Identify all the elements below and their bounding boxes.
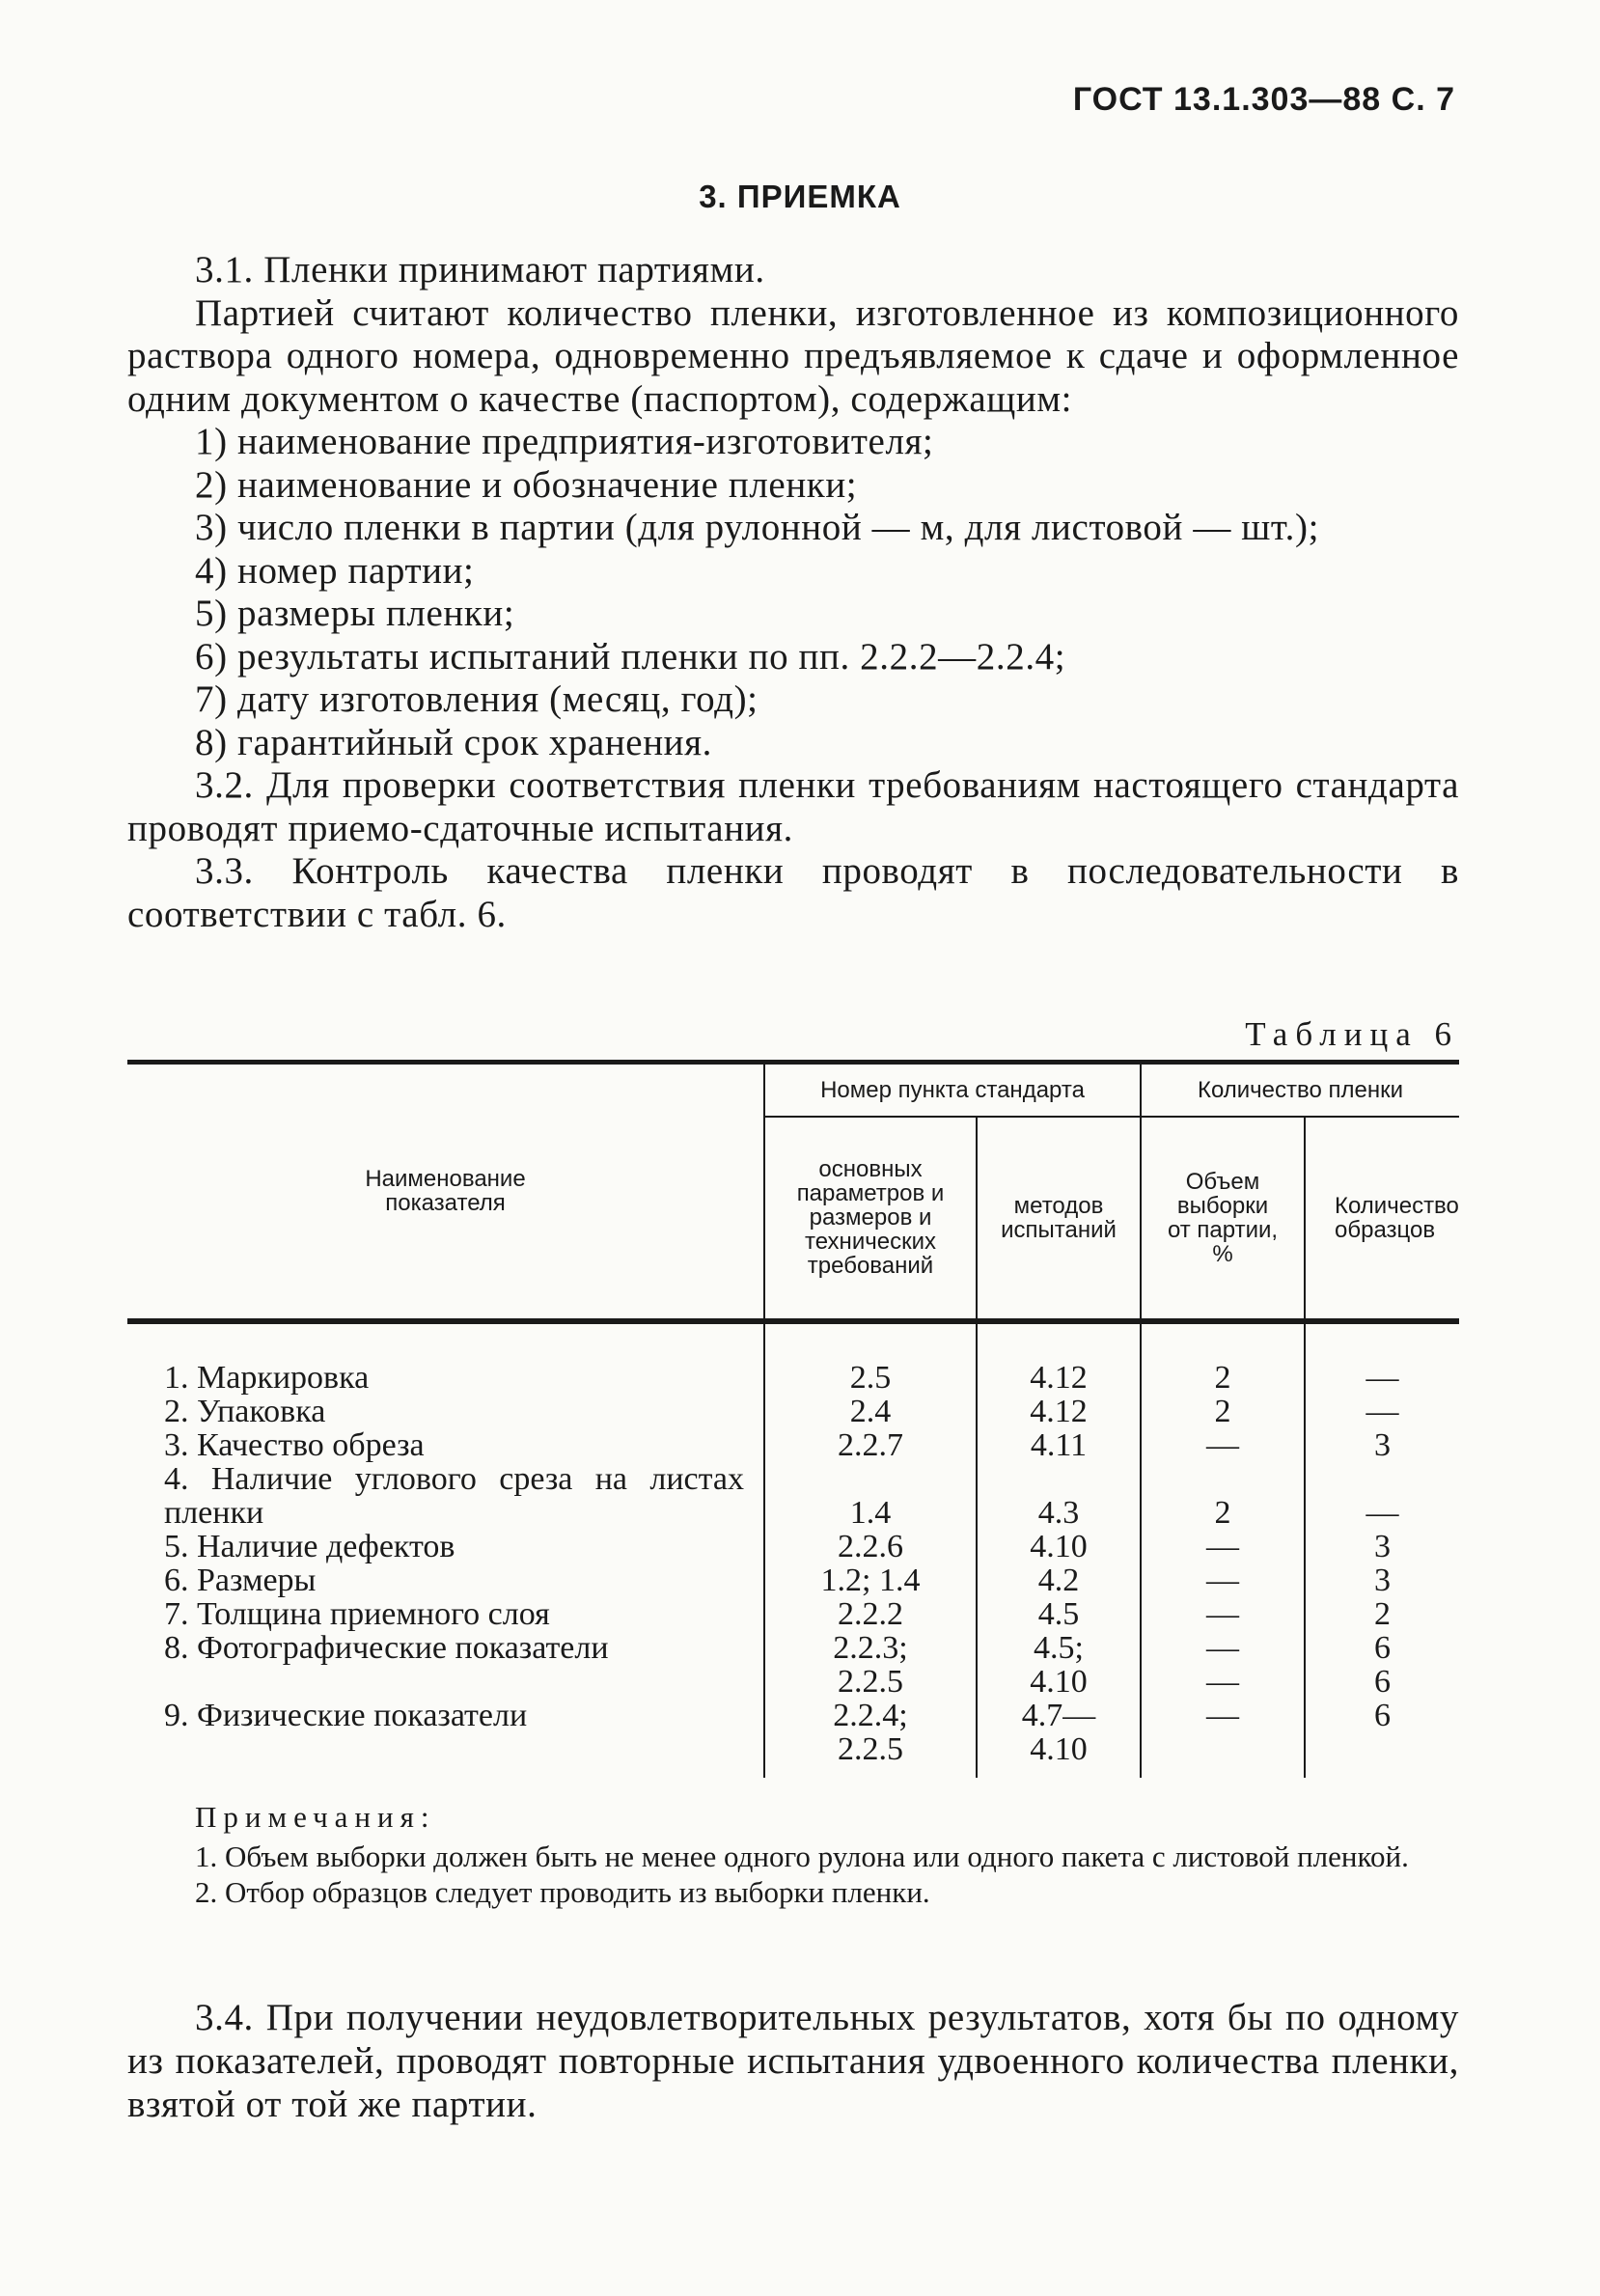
row-method: 4.11 xyxy=(977,1428,1141,1462)
table-row xyxy=(127,1699,1459,1732)
row-name xyxy=(127,1665,764,1699)
row-count: — xyxy=(1305,1462,1459,1530)
row-name xyxy=(127,1732,764,1778)
table-row xyxy=(127,1631,1459,1665)
row-volume: — xyxy=(1141,1428,1305,1462)
paragraph-3-1-body: Партией считают количество пленки, изготовленное из композиционного раствора одного номера, одновременно предъявляемое к сдаче и оформленное одним документом о качестве (паспортом), содержащим: xyxy=(127,291,1459,420)
row-name: 6. Размеры xyxy=(164,1562,317,1598)
row-count: — xyxy=(1305,1321,1459,1395)
paragraph-3-4-container xyxy=(127,1996,1459,2126)
body-text xyxy=(127,249,1459,936)
table-row xyxy=(127,1395,1459,1428)
row-param: 2.2.4; xyxy=(764,1699,977,1732)
notes xyxy=(127,1799,1459,1910)
table-row xyxy=(127,1428,1459,1462)
table-row xyxy=(127,1732,1459,1778)
row-count: 6 xyxy=(1305,1665,1459,1699)
row-volume: — xyxy=(1141,1563,1305,1597)
row-volume: — xyxy=(1141,1631,1305,1665)
row-name: 9. Физические показатели xyxy=(164,1697,528,1733)
header-group-standard: Номер пункта стандарта xyxy=(764,1063,1141,1117)
row-method: 4.5; xyxy=(977,1631,1141,1665)
list-item: 4) номер партии; xyxy=(195,549,475,592)
row-volume: — xyxy=(1141,1665,1305,1699)
paragraph-3-2: 3.2. Для проверки соответствия пленки требованиям настоящего стандарта проводят приемо-сдаточные испытания. xyxy=(127,764,1459,849)
table-row xyxy=(127,1665,1459,1699)
row-name: 1. Маркировка xyxy=(164,1359,370,1396)
row-param: 2.2.6 xyxy=(764,1530,977,1563)
header-params: основных параметров и размеров и технических требований xyxy=(764,1117,977,1321)
table-row xyxy=(127,1462,1459,1530)
row-method: 4.10 xyxy=(977,1665,1141,1699)
row-name: 5. Наличие дефектов xyxy=(164,1528,455,1564)
row-name: 2. Упаковка xyxy=(164,1393,326,1429)
row-count: 6 xyxy=(1305,1631,1459,1665)
list-item: 3) число пленки в партии (для рулонной — м, для листовой — шт.); xyxy=(195,507,1320,548)
row-param: 1.2; 1.4 xyxy=(764,1563,977,1597)
table-row xyxy=(127,1563,1459,1597)
row-param: 2.2.7 xyxy=(764,1428,977,1462)
paragraph-3-4: 3.4. При получении неудовлетворительных результатов, хотя бы по одному из показателей, проводят повторные испытания удвоенного количества пленки, взятой от той же партии. xyxy=(127,1997,1459,2125)
note-item: 2. Отбор образцов следует проводить из выборки пленки. xyxy=(195,1875,930,1909)
list-item: 5) размеры пленки; xyxy=(195,593,515,634)
row-count: 3 xyxy=(1305,1563,1459,1597)
row-param: 2.2.5 xyxy=(764,1732,977,1778)
table-row xyxy=(127,1530,1459,1563)
row-param: 1.4 xyxy=(764,1462,977,1530)
row-volume: — xyxy=(1141,1597,1305,1631)
list-item: 1) наименование предприятия-изготовителя; xyxy=(195,421,934,462)
row-method: 4.7— xyxy=(977,1699,1141,1732)
row-volume: 2 xyxy=(1141,1321,1305,1395)
list-item: 6) результаты испытаний пленки по пп. 2.2.2—2.2.4; xyxy=(195,635,1066,678)
row-name: 7. Толщина приемного слоя xyxy=(164,1595,550,1632)
row-name: 4. Наличие углового среза на листах пленки xyxy=(164,1460,744,1531)
section-title: 3. ПРИЕМКА xyxy=(699,179,901,214)
row-method: 4.12 xyxy=(977,1321,1141,1395)
row-method: 4.5 xyxy=(977,1597,1141,1631)
row-volume: 2 xyxy=(1141,1462,1305,1530)
row-volume: — xyxy=(1141,1530,1305,1563)
table-6 xyxy=(127,1060,1459,1778)
row-volume xyxy=(1141,1732,1305,1778)
row-name: 8. Фотографические показатели xyxy=(164,1629,609,1666)
row-method: 4.10 xyxy=(977,1530,1141,1563)
table-row xyxy=(127,1597,1459,1631)
notes-title: Примечания: xyxy=(195,1800,436,1834)
table-body xyxy=(127,1321,1459,1778)
row-param: 2.4 xyxy=(764,1395,977,1428)
header-sample-volume: Объем выборки от партии, % xyxy=(1141,1117,1305,1321)
header-specimens: Количество образцов xyxy=(1305,1117,1459,1321)
row-method: 4.12 xyxy=(977,1395,1141,1428)
row-param: 2.5 xyxy=(764,1321,977,1395)
table-caption: Таблица 6 xyxy=(1245,1015,1459,1053)
paragraph-3-1: 3.1. Пленки принимают партиями. xyxy=(195,249,765,290)
row-name: 3. Качество обреза xyxy=(164,1426,425,1463)
row-count: 2 xyxy=(1305,1597,1459,1631)
row-count: — xyxy=(1305,1395,1459,1428)
header-name: Наименование показателя xyxy=(127,1063,764,1321)
row-count xyxy=(1305,1732,1459,1778)
header-group-quantity: Количество пленки xyxy=(1141,1063,1459,1117)
page-header: ГОСТ 13.1.303—88 С. 7 xyxy=(1072,81,1455,118)
row-method: 4.2 xyxy=(977,1563,1141,1597)
table-row xyxy=(127,1321,1459,1395)
row-count: 3 xyxy=(1305,1530,1459,1563)
row-volume: 2 xyxy=(1141,1395,1305,1428)
note-item: 1. Объем выборки должен быть не менее одного рулона или одного пакета с листовой пленкой. xyxy=(195,1840,1409,1873)
row-method: 4.3 xyxy=(977,1462,1141,1530)
row-param: 2.2.5 xyxy=(764,1665,977,1699)
row-count: 3 xyxy=(1305,1428,1459,1462)
header-methods: методов испытаний xyxy=(977,1117,1141,1321)
row-count: 6 xyxy=(1305,1699,1459,1732)
row-volume: — xyxy=(1141,1699,1305,1732)
paragraph-3-3: 3.3. Контроль качества пленки проводят в последовательности в соответствии с табл. 6. xyxy=(127,850,1459,935)
list-item: 7) дату изготовления (месяц, год); xyxy=(195,678,759,720)
list-item: 2) наименование и обозначение пленки; xyxy=(195,463,858,506)
row-param: 2.2.2 xyxy=(764,1597,977,1631)
row-param: 2.2.3; xyxy=(764,1631,977,1665)
list-item: 8) гарантийный срок хранения. xyxy=(195,721,713,763)
row-method: 4.10 xyxy=(977,1732,1141,1778)
